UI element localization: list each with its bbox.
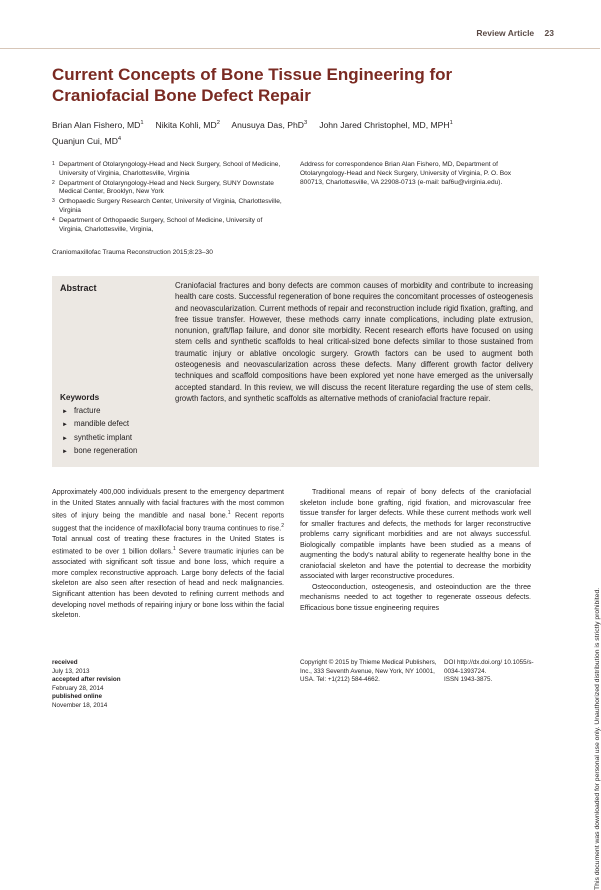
affiliation: 4 Department of Orthopaedic Surgery, School of Medicine, University of Virginia, Charlottesville, Virginia, <box>52 216 263 233</box>
body-paragraph: Approximately 400,000 individuals present to the emergency department in the United States annually with facial fractures with the most common sites of injury being the mandible and nasal bone.$^1$ Recent reports suggest that the incidence of maxillofacial bony trauma continues to rise.$^2$ Total annual cost of treating these fractures in the United States is estimated to be over 1 billion dollars.$^1$ Severe traumatic injuries can be associated with significant soft tissue and bone loss, which require a more complex reconstructive approach. Large bony defects of the facial skeleton are also seen after resection of head and neck malignancies. Significant attention has been devoted to refining current methods and developing novel methods of repairing injury or bone loss within the facial skeleton. <box>52 488 284 620</box>
author: Anusuya Das, PhD$^3$ <box>231 119 308 130</box>
body-paragraph: Traditional means of repair of bony defects of the craniofacial skeleton include bone grafting, rigid fixation, and microvascular free tissue transfer for larger defects. While these current methods work well for smaller fractures and defects, the methods for larger reconstructive problems carry significant morbidities and are not always successful. Biologically compatible implants have been studied as a means of augmenting the body's natural ability to regenerate healthy bone in the craniofacial skeleton and have the potential to decrease the morbidity associated with larger reconstructive procedures. <box>300 488 531 581</box>
author: Nikita Kohli, $MD^2$ <box>155 119 220 130</box>
correspondence: Address for correspondence Brian Alan Fishero, MD, Department of Otolaryngology-Head and Neck Surgery, University of Virginia, P. O. Box 800713, Charlottesville, VA 22908-0713 (e-mail: baf6u@virginia.edu). <box>300 161 512 186</box>
affiliation: 2 Department of Otolaryngology-Head and Neck Surgery, SUNY Downstate Medical Center, Brooklyn, New York <box>52 179 274 196</box>
running-header <box>476 28 554 38</box>
body-column-left <box>52 487 284 621</box>
author: Quanjun Cui, $MD^4$ <box>52 135 122 146</box>
abstract-heading: Abstract <box>60 283 97 293</box>
affiliation: 1 Department of Otolaryngology-Head and Neck Surgery, School of Medicine, University of Virginia, Charlottesville, Virginia <box>52 161 281 177</box>
section-label: Review Article <box>476 28 535 38</box>
download-notice: This document was downloaded for personal use only. Unauthorized distribution is strictly prohibited. <box>594 587 601 890</box>
abstract-text: Craniofacial fractures and bony defects are common causes of morbidity and contribute to increasing health care costs. Successful regeneration of bone requires the concomitant processes of osteogenesis and neovascularization. Current methods of repair and reconstruction include rigid fixation, grafting, and free tissue transfer. However, these methods carry innate complications, including plate extrusion, nonunion, graft/flap failure, and donor site morbidity. Recent research efforts have focused on using stem cells and synthetic scaffolds to heal critical-sized bone defects similar to those sustained from traumatic injury or ablative oncologic surgery. Growth factors can be used to augment both osteogenesis and neovascularization across these defects. Many different growth factor delivery techniques and scaffold compositions have been explored yet none have emerged as the universally accepted standard. In this review, we will discuss the recent literature regarding the use of stem cells, growth factors, and synthetic scaffolds as alternative methods of craniofacial fracture repair. <box>175 281 533 403</box>
keyword-item: ► mandible defect <box>60 418 137 431</box>
keywords-heading: Keywords <box>60 393 100 402</box>
article-history: received July 13, 2013 accepted after revision February 28, 2014 published online November 18, 2014 <box>52 659 121 709</box>
doi-link[interactable]: http://dx.doi.org/ 10.1055/s-0034-1393724. <box>444 659 534 675</box>
doi-info: DOI http://dx.doi.org/ 10.1055/s-0034-1393724. ISSN 1943-3875. <box>444 659 534 684</box>
author: Brian Alan Fishero, $MD^1$ <box>52 119 144 130</box>
triangle-bullet-icon: ► <box>62 409 68 416</box>
copyright-notice: Copyright © 2015 by Thieme Medical Publishers, Inc., 333 Seventh Avenue, New York, NY 10001, USA. Tel: +1(212) 584-4662. <box>300 659 437 684</box>
author-list <box>52 116 522 148</box>
keyword-item: ► bone regeneration <box>60 445 137 458</box>
affiliations <box>52 161 284 235</box>
header-rule <box>0 48 600 49</box>
triangle-bullet-icon: ► <box>62 422 68 429</box>
author: John Jared Christophel, MD, MPH$^1$ <box>319 119 453 130</box>
journal-citation: Craniomaxillofac Trauma Reconstruction 2015;8:23–30 <box>52 249 213 256</box>
triangle-bullet-icon: ► <box>62 435 68 442</box>
body-column-right <box>300 487 531 614</box>
article-title: Current Concepts of Bone Tissue Engineering for Craniofacial Bone Defect Repair <box>52 65 453 105</box>
affiliation: 3 Orthopaedic Surgery Research Center, University of Virginia, Charlottesville, Virginia <box>52 198 282 214</box>
keyword-item: ► fracture <box>60 405 137 418</box>
page-number: 23 <box>544 28 554 38</box>
triangle-bullet-icon: ► <box>62 448 68 455</box>
body-paragraph: Osteoconduction, osteogenesis, and osteoinduction are the three mechanisms needed to act together to regenerate osseous defects. Efficacious bone tissue engineering requires <box>300 582 531 613</box>
keyword-item: ► synthetic implant <box>60 432 137 445</box>
keywords <box>60 392 137 458</box>
